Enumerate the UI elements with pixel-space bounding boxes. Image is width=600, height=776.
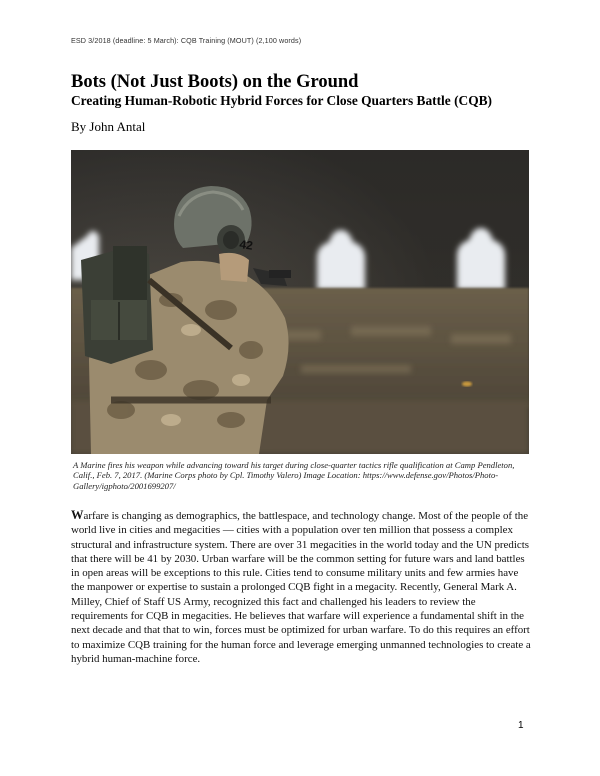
body-text: arfare is changing as demographics, the battlespace, and technology change. Most of the people of the world live in cities and megacities — cities with a population over ten million that possess a complex structural and infrastructure system. There are over 31 megacities in the world today and the UN predicts that there will be 41 by 2030. Urban warfare will be the common setting for future wars and land battles in open areas will be exceptions to this rule. Cities tend to consume military units and few armies have the manpower or expertise to sustain a prolonged CQB fight in a megacity. Recently, General Mark A. Milley, Chief of Staff US Army, recognized this fact and challenged his leaders to review the requirements for CQB in megacities. He believes that warfare will experience a fundamental shift in the next decade and that that to win, forces must be optimized for urban warfare. To do this requires an effort to maximize CQB training for the human force and leverage emerging unmanned technologies to create a hybrid human-machine force. <box>71 510 531 665</box>
header-note: ESD 3/2018 (deadline: 5 March): CQB Training (MOUT) (2,100 words) <box>71 36 302 45</box>
helmet-number: 42 <box>238 237 254 253</box>
byline: By John Antal <box>71 119 146 134</box>
article-title: Bots (Not Just Boots) on the Ground <box>71 72 359 92</box>
photo-caption: A Marine fires his weapon while advancing toward his target during close-quarter tactics rifle qualification at Camp Pendleton, Calif., Feb. 7, 2017. (Marine Corps photo by Cpl. Timothy Valero) Image Location: https://www.defense.gov/Photos/Photo-Gallery/igphoto/2001699207/ <box>73 460 515 491</box>
page-number: 1 <box>518 720 524 731</box>
article-subtitle: Creating Human-Robotic Hybrid Forces for Close Quarters Battle (CQB) <box>71 93 493 108</box>
body-paragraph <box>71 508 533 666</box>
drop-cap: W <box>71 508 84 522</box>
article-photo <box>71 150 529 454</box>
